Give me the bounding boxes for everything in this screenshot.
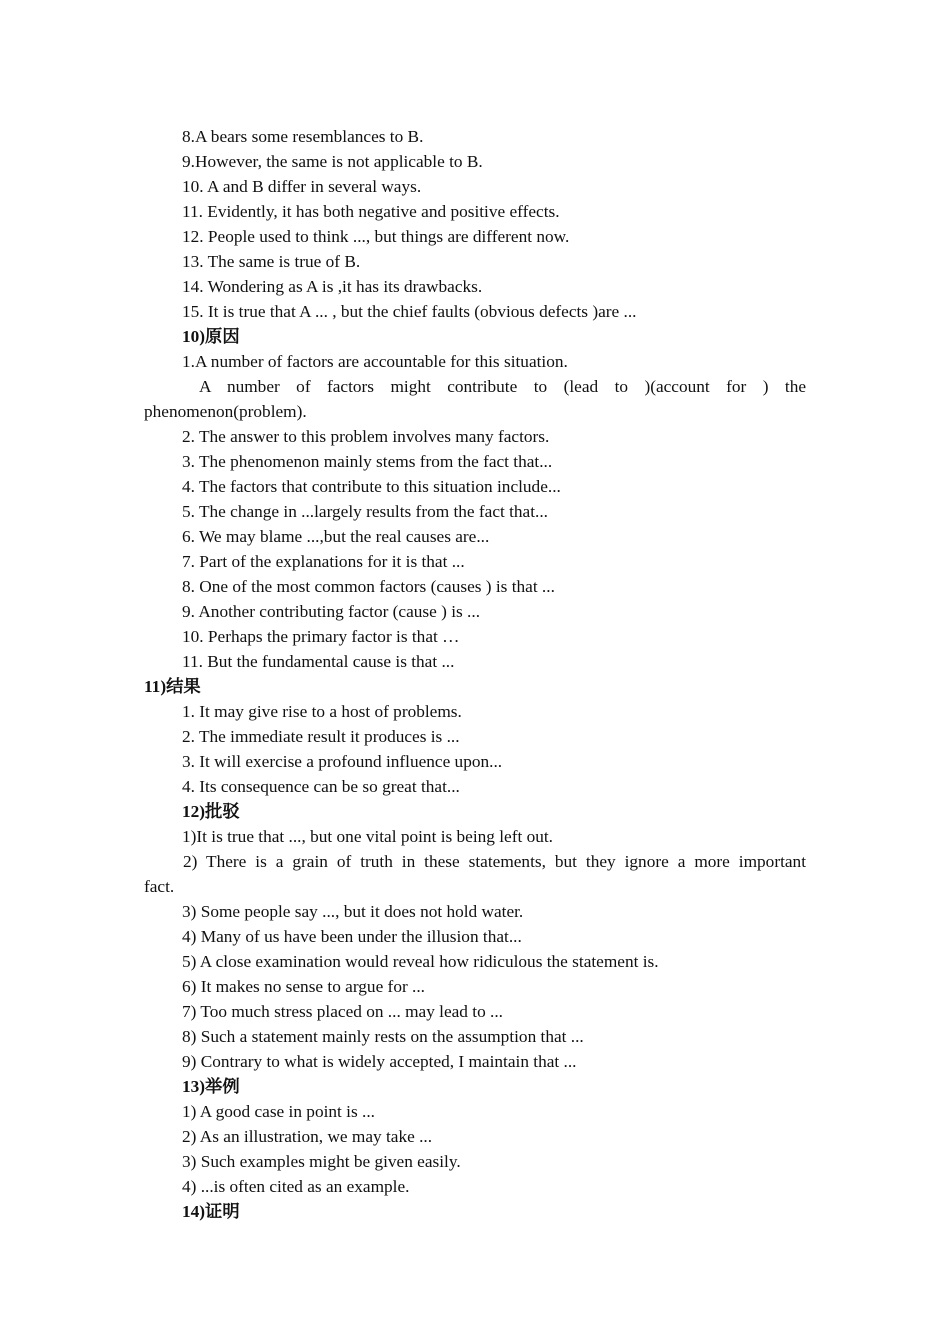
section-heading-causes: 10)原因 [182, 327, 240, 346]
list-item: 3. The phenomenon mainly stems from the fact that... [182, 452, 553, 471]
list-item: 3) Such examples might be given easily. [182, 1152, 461, 1171]
justified-paragraph [144, 849, 806, 899]
list-item: 14. Wondering as A is ,it has its drawbacks. [182, 277, 483, 296]
list-item: 13. The same is true of B. [182, 252, 361, 271]
section-heading-results: 11)结果 [144, 677, 201, 696]
list-item: 11. But the fundamental cause is that ... [182, 652, 455, 671]
list-item: 7. Part of the explanations for it is that ... [182, 552, 465, 571]
list-item: 9) Contrary to what is widely accepted, I maintain that ... [182, 1052, 577, 1071]
list-item: 12. People used to think ..., but things are different now. [182, 227, 570, 246]
list-item: 1. It may give rise to a host of problems. [182, 702, 462, 721]
list-item: 4. Its consequence can be so great that... [182, 777, 460, 796]
justified-paragraph [144, 374, 806, 424]
list-item: 9.However, the same is not applicable to B. [182, 152, 483, 171]
section-heading-refute: 12)批驳 [182, 802, 240, 821]
list-item: 2. The immediate result it produces is ... [182, 727, 460, 746]
list-item: 4) ...is often cited as an example. [182, 1177, 410, 1196]
section-heading-examples: 13)举例 [182, 1077, 240, 1096]
list-item: 2) As an illustration, we may take ... [182, 1127, 433, 1146]
list-item: 15. It is true that A ... , but the chief faults (obvious defects )are ... [182, 302, 637, 321]
list-item: 2. The answer to this problem involves many factors. [182, 427, 550, 446]
paragraph-line: fact. [144, 877, 175, 896]
list-item: 8) Such a statement mainly rests on the assumption that ... [182, 1027, 584, 1046]
list-item: 10. Perhaps the primary factor is that … [182, 627, 460, 646]
list-item: 10. A and B differ in several ways. [182, 177, 422, 196]
list-item: 1) A good case in point is ... [182, 1102, 375, 1121]
paragraph-line: phenomenon(problem). [144, 402, 307, 421]
paragraph-line: A number of factors might contribute to (lead to )(account for ) the [199, 377, 806, 396]
list-item: 1)It is true that ..., but one vital point is being left out. [182, 827, 554, 846]
list-item: 9. Another contributing factor (cause ) is ... [182, 602, 481, 621]
list-item: 5. The change in ...largely results from the fact that... [182, 502, 548, 521]
list-item: 8.A bears some resemblances to B. [182, 127, 424, 146]
list-item: 3) Some people say ..., but it does not hold water. [182, 902, 524, 921]
list-item: 7) Too much stress placed on ... may lead to ... [182, 1002, 503, 1021]
section-heading-proof: 14)证明 [182, 1202, 240, 1221]
list-item: 11. Evidently, it has both negative and positive effects. [182, 202, 560, 221]
list-item: 1.A number of factors are accountable for this situation. [182, 352, 568, 371]
list-item: 6) It makes no sense to argue for ... [182, 977, 425, 996]
list-item: 3. It will exercise a profound influence upon... [182, 752, 503, 771]
list-item: 4. The factors that contribute to this situation include... [182, 477, 561, 496]
list-item: 4) Many of us have been under the illusion that... [182, 927, 522, 946]
list-item: 8. One of the most common factors (causes ) is that ... [182, 577, 555, 596]
list-item: 6. We may blame ...,but the real causes are... [182, 527, 490, 546]
list-item: 5) A close examination would reveal how ridiculous the statement is. [182, 952, 659, 971]
paragraph-line: 2) There is a grain of truth in these statements, but they ignore a more important [183, 852, 806, 871]
